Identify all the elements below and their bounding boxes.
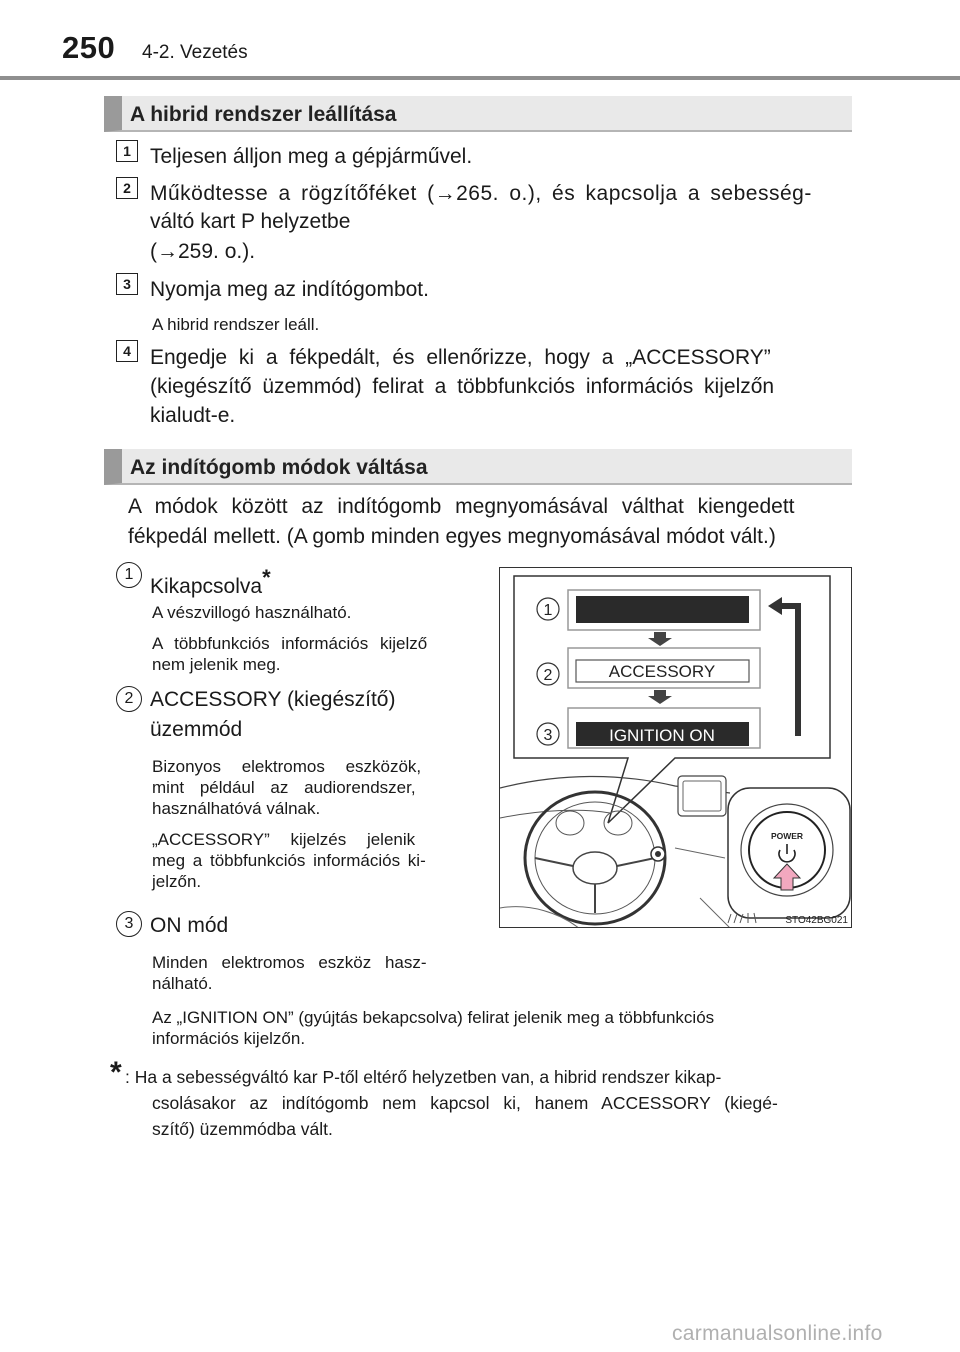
intro-text: A módok között az indítógomb megnyomásával válthat kiengedett [128,495,795,518]
mode-note: „ACCESSORY” kijelzés jelenik [152,830,416,849]
step-text: Működtesse a rögzítőféket (→265. o.), és kapcsolja a sebesség- [150,182,812,205]
power-label: POWER [770,831,804,841]
step-text: kialudt-e. [150,404,236,427]
mode-note: használhatóvá válnak. [152,799,321,818]
mode-note: nálható. [152,974,213,993]
mode-number: 3 [116,911,142,937]
footnote-text: csolásakor az indítógomb nem kapcsol ki, hanem ACCESSORY (kiegé- [152,1093,778,1113]
mode-note: Minden elektromos eszköz hasz- [152,953,427,972]
mode-note: A többfunkciós információs kijelző [152,634,428,653]
mode-title [150,563,271,601]
mode-note: mint például az audiorendszer, [152,778,416,797]
mode-note: meg a többfunkciós információs ki- [152,851,426,870]
footnote-mark: * [110,1056,122,1089]
step-note: A hibrid rendszer leáll. [152,315,320,334]
step-text: (→259. o.). [150,240,256,263]
mode-title: üzemmód [150,718,243,741]
step-number: 1 [116,140,138,162]
footnote-text: szítő) üzemmódba vált. [152,1119,333,1139]
figure-label: 3 [543,727,553,744]
mode-number: 1 [116,562,142,588]
page-number: 250 [62,30,116,65]
mode-note: nem jelenik meg. [152,655,281,674]
step-text: (kiegészítő üzemmód) felirat a többfunkciós információs kijelzőn [150,375,775,398]
step-number: 2 [116,177,138,199]
display-ignition-on: IGNITION ON [609,726,715,745]
asterisk: * [262,565,271,590]
dashboard-illustration [500,568,852,928]
footnote-text: : Ha a sebességváltó kar P-től eltérő helyzetben van, a hibrid rendszer kikap- [125,1067,722,1087]
mode-title: ACCESSORY (kiegészítő) [150,688,396,711]
figure-code: STO42BG021 [785,915,848,926]
step-text: Teljesen álljon meg a gépjárművel. [150,145,473,168]
mode-number: 2 [116,686,142,712]
step-text: Engedje ki a fékpedált, és ellenőrizze, hogy a „ACCESSORY” [150,346,771,369]
figure-label: 1 [543,602,553,619]
mode-note: A vészvillogó használható. [152,603,352,622]
step-number: 4 [116,340,138,362]
section-title: A hibrid rendszer leállítása [130,103,397,126]
section-title: Az indítógomb módok váltása [130,456,428,479]
mode-title: ON mód [150,914,229,937]
chapter-title: 4-2. Vezetés [142,42,248,63]
step-text: Nyomja meg az indítógombot. [150,278,429,301]
step-number: 3 [116,273,138,295]
section-heading [104,96,852,132]
intro-text: fékpedál mellett. (A gomb minden egyes megnyomásával módot vált.) [128,525,776,548]
display-accessory: ACCESSORY [608,662,716,681]
step-text: váltó kart P helyzetbe [150,210,351,233]
watermark: carmanualsonline.info [672,1322,883,1345]
figure-label: 2 [543,667,553,684]
mode-note: Az „IGNITION ON” (gyújtás bekapcsolva) felirat jelenik meg a többfunkciós [152,1008,715,1027]
mode-title-text: Kikapcsolva [150,575,263,598]
illustration [499,567,852,928]
header-rule [0,76,960,80]
mode-note: jelzőn. [152,872,202,891]
section-heading [104,449,852,485]
mode-note: információs kijelzőn. [152,1029,306,1048]
mode-note: Bizonyos elektromos eszközök, [152,757,422,776]
